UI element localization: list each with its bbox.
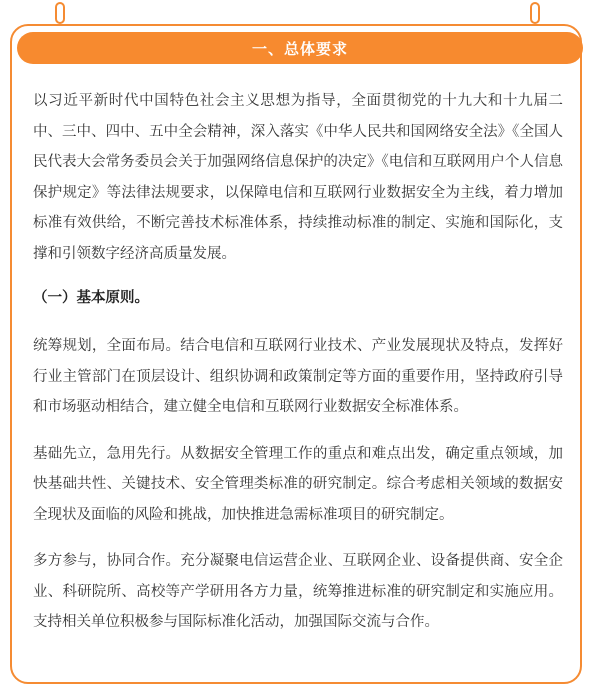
- section-title: 一、总体要求: [17, 32, 583, 64]
- principles-heading: （一）基本原则。: [33, 290, 149, 306]
- left-hanger-tab: [55, 2, 65, 24]
- article-body: [33, 86, 563, 638]
- principle-paragraph-3: 多方参与，协同合作。充分凝聚电信运营企业、互联网企业、设备提供商、安全企业、科研院所、高校等产学研用各方力量，统筹推进标准的研究制定和实施应用。支持相关单位积极参与国际标准化活动，加强国际交流与合作。: [33, 553, 563, 630]
- right-hanger-tab: [530, 2, 540, 24]
- principle-paragraph-2: 基础先立，急用先行。从数据安全管理工作的重点和难点出发，确定重点领域，加快基础共性、关键技术、安全管理类标准的研究制定。综合考虑相关领域的数据安全现状及面临的风险和挑战，加快推进急需标准项目的研究制定。: [33, 445, 563, 523]
- intro-paragraph: 以习近平新时代中国特色社会主义思想为指导，全面贯彻党的十九大和十九届二中、三中、四中、五中全会精神，深入落实《中华人民共和国网络安全法》《全国人民代表大会常务委员会关于加强网络信息保护的决定》《电信和互联网用户个人信息保护规定》等法律法规要求，以保障电信和互联网行业数据安全为主线，着力增加标准有效供给，不断完善技术标准体系，持续推动标准的制定、实施和国际化，支撑和引领数字经济高质量发展。: [33, 93, 563, 262]
- principle-paragraph-1: 统筹规划，全面布局。结合电信和互联网行业技术、产业发展现状及特点，发挥好行业主管部门在顶层设计、组织协调和政策制定等方面的重要作用，坚持政府引导和市场驱动相结合，建立健全电信和互联网行业数据安全标准体系。: [33, 338, 563, 415]
